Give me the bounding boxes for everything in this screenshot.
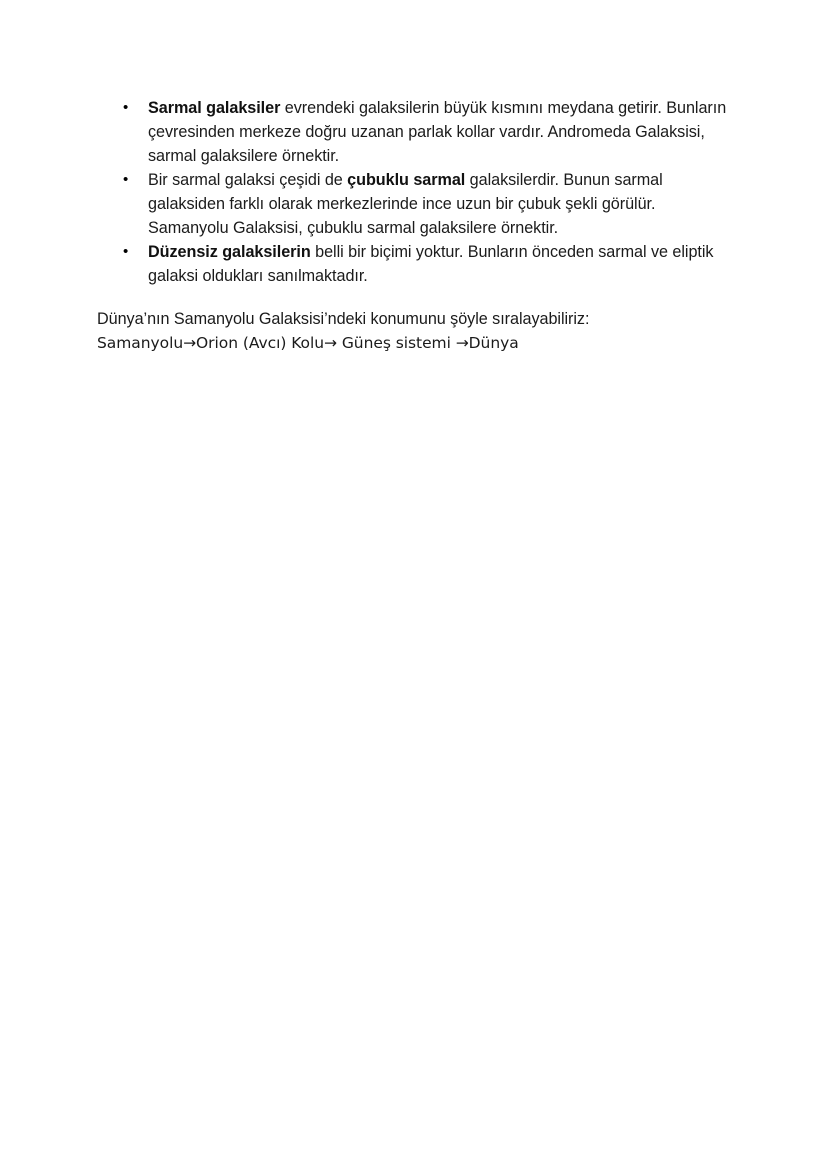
list-item — [97, 168, 731, 240]
closing-line-1: Dünya’nın Samanyolu Galaksisi’ndeki konumunu şöyle sıralayabiliriz: — [97, 310, 590, 328]
list-item-lead-text: Sarmal galaksiler — [148, 99, 281, 117]
bullet-icon: • — [123, 243, 129, 260]
list-item — [97, 240, 731, 288]
list-item-body-text: galaksilerdir. Bunun sarmal galaksiden farklı olarak merkezlerinde ince uzun bir çubuk şekli görülür. Samanyolu Galaksisi, çubuklu sarmal galaksilere örnektir. — [148, 171, 663, 237]
document-content — [97, 96, 731, 355]
list-item-body-text: evrendeki galaksilerin büyük kısmını meydana getirir. Bunların çevresinden merkeze doğru uzanan parlak kollar vardır. Andromeda Galaksisi, sarmal galaksilere örnektir. — [148, 99, 727, 165]
closing-line-2-sequence: Samanyolu→Orion (Avcı) Kolu→ Güneş sistemi →Dünya — [97, 334, 519, 352]
bullet-icon: • — [123, 99, 129, 116]
list-item-lead-text: çubuklu sarmal — [347, 171, 466, 189]
list-item — [97, 96, 731, 168]
list-item-body-text: belli bir biçimi yoktur. Bunların önceden sarmal ve eliptik galaksi oldukları sanılmaktadır. — [148, 243, 714, 285]
list-item-intro-text: Bir sarmal galaksi çeşidi de — [148, 171, 348, 189]
galaxy-types-list — [97, 96, 731, 288]
list-item-lead-text: Düzensiz galaksilerin — [148, 243, 311, 261]
closing-paragraph — [97, 307, 737, 355]
bullet-icon: • — [123, 171, 129, 188]
